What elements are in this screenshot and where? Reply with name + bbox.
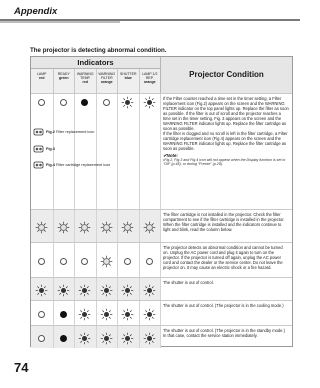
indicator-led-off — [60, 258, 67, 265]
column-divider — [74, 278, 75, 300]
indicator-led-on — [81, 99, 88, 106]
indicator-color: green — [58, 76, 69, 81]
indicator-led-blink — [61, 288, 66, 293]
note-text: •Fig.2, Fig.3 and Fig.4 icon will not appear when the Display function is set to "Off" (p.48), or during "Freeze" (p.28). — [163, 158, 286, 167]
indicator-led-dim — [60, 224, 67, 231]
column-divider — [96, 243, 97, 277]
note-heading: ✔Note: — [163, 153, 178, 158]
indicator-led-dim — [103, 258, 110, 265]
condition-row — [31, 93, 292, 209]
indicator-column-header — [53, 69, 75, 93]
indicator-led-blink — [147, 336, 152, 341]
indicator-led-off — [38, 335, 45, 342]
column-divider — [160, 94, 161, 209]
indicator-led-dim — [81, 224, 88, 231]
page-number: 74 — [14, 360, 29, 375]
description-paragraph: If the filter is clogged and no scroll is left in the filter cartridge, a Filter cartridge replacement icon (Fig.4) appears on the screen and the WARNING FILTER indicator lights up. Replace the filter cartridge as soon as possible. — [163, 131, 288, 151]
filter-icon — [33, 160, 45, 170]
condition-row — [31, 277, 292, 300]
indicator-led-blink — [147, 288, 152, 293]
header-rule-accent — [0, 21, 120, 23]
description-paragraph: The shutter is out of control. (The projector is in the standby mode.) In that case, contact the service station immediately. — [163, 328, 285, 338]
indicator-column-header — [74, 69, 96, 93]
indicator-name: LAMP 1/2 REP. — [142, 72, 158, 81]
indicator-color: red — [82, 80, 88, 85]
indicator-led-blink — [125, 312, 130, 317]
indicator-led-off — [60, 99, 67, 106]
description-paragraph: The filter cartridge is not installed in the projector. Check the filter compartment to see if the filter cartridge is installed in the projector. When the filter cartridge is installed and the indicators continue to light and blink, read the column below. — [163, 212, 285, 232]
column-divider — [160, 210, 161, 242]
column-divider — [139, 94, 140, 209]
condition-description — [163, 303, 289, 308]
condition-description — [163, 96, 289, 167]
column-divider — [53, 301, 54, 325]
column-divider — [74, 326, 75, 348]
condition-row — [31, 300, 292, 325]
column-divider — [53, 243, 54, 277]
column-divider — [117, 210, 118, 242]
indicator-led-off — [38, 311, 45, 318]
condition-row — [31, 242, 292, 277]
indicator-led-blink — [82, 312, 87, 317]
section-title: Appendix — [14, 6, 58, 17]
condition-description — [163, 212, 289, 232]
column-divider — [74, 94, 75, 209]
indicator-name: WARNING FILTER — [98, 72, 116, 81]
column-divider — [74, 210, 75, 242]
indicator-color: red — [39, 76, 45, 81]
indicator-led-on — [60, 311, 67, 318]
figure-caption: Filter replacement icon — [55, 130, 95, 134]
indicator-led-blink — [82, 288, 87, 293]
indicator-color: orange — [143, 80, 156, 85]
column-divider — [139, 278, 140, 300]
indicator-led-blink — [125, 288, 130, 293]
intro-heading: The projector is detecting abnormal condition. — [30, 47, 167, 54]
indicator-column-header — [139, 69, 161, 93]
filter-icon — [33, 144, 45, 154]
indicator-led-blink — [125, 100, 130, 105]
column-divider — [96, 210, 97, 242]
indicator-led-dim — [38, 224, 45, 231]
condition-row — [31, 325, 292, 348]
indicator-led-blink — [147, 100, 152, 105]
indicator-color: blue — [124, 76, 132, 81]
indicator-led-blink — [104, 312, 109, 317]
column-divider — [139, 210, 140, 242]
column-divider — [96, 94, 97, 209]
figure-icon-4 — [33, 160, 110, 170]
indicator-column-header — [31, 69, 53, 93]
indicator-led-on — [60, 335, 67, 342]
column-divider — [117, 326, 118, 348]
indicator-led-off — [103, 99, 110, 106]
indicator-table — [30, 56, 293, 347]
figure-icon-2 — [33, 127, 94, 137]
indicator-name: LAMP — [36, 72, 47, 76]
indicator-led-dim — [146, 224, 153, 231]
indicator-led-blink — [125, 336, 130, 341]
indicator-led-off — [146, 258, 153, 265]
column-divider — [74, 301, 75, 325]
column-divider — [117, 94, 118, 209]
column-divider — [160, 326, 161, 348]
column-divider — [139, 243, 140, 277]
figure-caption: Filter cartridge replacement icon — [55, 163, 111, 167]
column-divider — [117, 243, 118, 277]
indicator-led-blink — [104, 336, 109, 341]
indicator-color: orange — [100, 80, 113, 85]
condition-row — [31, 209, 292, 242]
indicator-led-off — [38, 99, 45, 106]
indicator-column-header — [96, 69, 118, 93]
column-divider — [139, 326, 140, 348]
indicator-name: WARNING TEMP. — [76, 72, 94, 81]
indicator-led-off — [124, 258, 131, 265]
indicator-led-blink — [104, 288, 109, 293]
indicators-heading: Indicators — [31, 57, 160, 69]
indicator-led-blink — [39, 288, 44, 293]
column-divider — [53, 210, 54, 242]
column-divider — [96, 326, 97, 348]
figure-label: Fig.4 — [45, 163, 56, 167]
column-divider — [53, 278, 54, 300]
condition-description — [163, 280, 289, 285]
indicator-column-header — [117, 69, 139, 93]
column-divider — [96, 301, 97, 325]
column-divider — [74, 243, 75, 277]
description-paragraph: If the Filter counter reached a time set in the timer setting, a Filter replacement icon (Fig.2) appears on the screen and the WARNING FILTER indicator on the top panel lights up. Replace the filter as soon as possible. If the filter is out of scroll and the projector reaches a time set in the timer setting, Fig. 3 appears on the screen and the WARNING FILTER indicator lights up. Replace the filter cartridge as soon as possible. — [163, 96, 289, 131]
indicator-led-off — [38, 258, 45, 265]
indicator-led-off — [81, 258, 88, 265]
indicator-led-blink — [82, 336, 87, 341]
indicator-led-dim — [103, 224, 110, 231]
indicator-led-blink — [147, 312, 152, 317]
condition-description — [163, 245, 289, 270]
column-divider — [139, 301, 140, 325]
figure-icon-3 — [33, 144, 55, 154]
column-divider — [160, 278, 161, 300]
indicator-led-dim — [124, 224, 131, 231]
description-paragraph: The shutter is out of control. (The projector is in the cooling mode.) — [163, 303, 284, 308]
filter-icon — [33, 127, 45, 137]
column-divider — [96, 278, 97, 300]
description-paragraph: The shutter is out of control. — [163, 280, 214, 285]
column-divider — [53, 326, 54, 348]
column-divider — [117, 301, 118, 325]
figure-label: Fig.2 — [45, 130, 56, 134]
column-divider — [117, 278, 118, 300]
projector-condition-heading: Projector Condition — [160, 57, 292, 93]
indicator-name: READY — [57, 72, 70, 76]
column-divider — [160, 301, 161, 325]
indicator-name: SHUTTER — [119, 72, 137, 76]
column-divider — [160, 243, 161, 277]
condition-description — [163, 328, 289, 338]
description-paragraph: The projector detects an abnormal condition and cannot be turned on. Unplug the AC power cord and plug it again to turn on the projector. If the projector is turned off again, unplug the AC power cord and contact the dealer or the service center. Do not leave the projector on. It may cause an electric shock or a fire hazard. — [163, 245, 283, 270]
figure-label: Fig.3 — [45, 147, 55, 151]
